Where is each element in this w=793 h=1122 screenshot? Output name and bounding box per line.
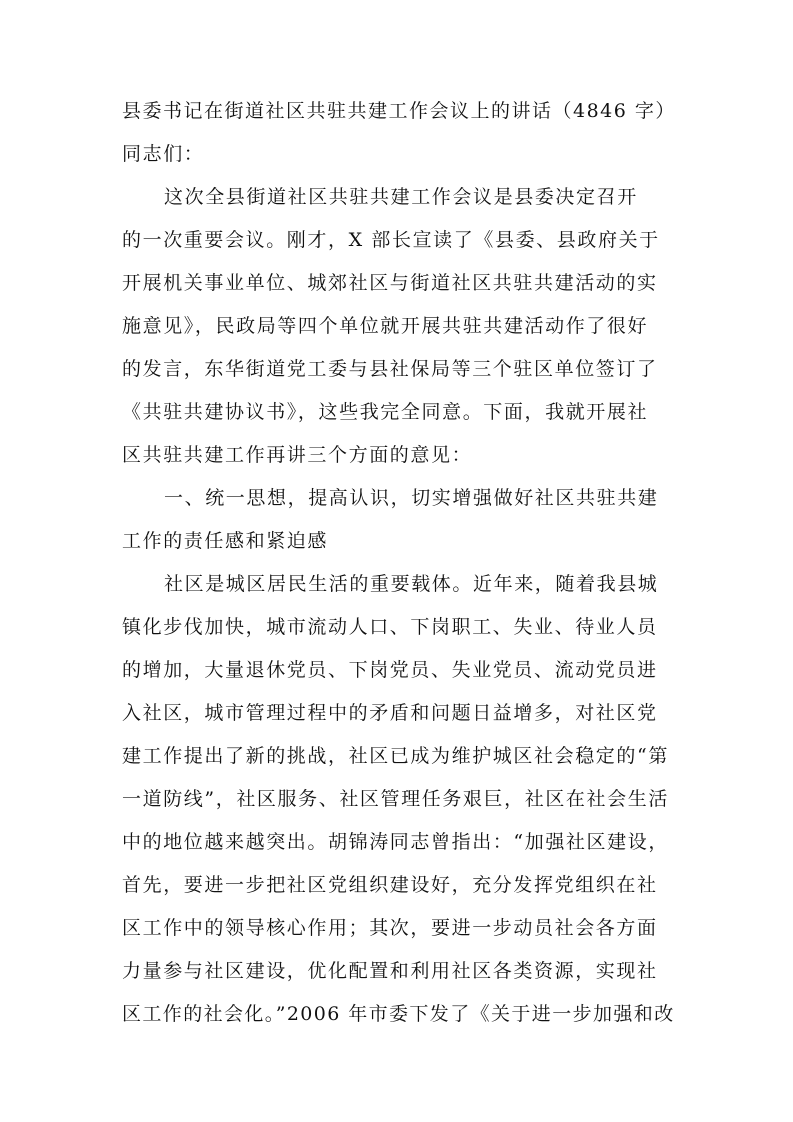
paragraph-line: 社区是城区居民生活的重要载体。近年来，随着我县城 [164, 573, 659, 595]
paragraph-line: 镇化步伐加快，城市流动人口、下岗职工、失业、待业人员 [122, 616, 658, 638]
paragraph-line: 《共驻共建协议书》，这些我完全同意。下面，我就开展社 [122, 401, 649, 423]
paragraph-line: 力量参与社区建设，优化配置和利用社区各类资源，实现社 [122, 960, 658, 982]
paragraph-line: 这次全县街道社区共驻共建工作会议是县委决定召开 [164, 186, 638, 208]
paragraph-line: 首先，要进一步把社区党组织建设好，充分发挥党组织在社 [122, 874, 658, 896]
paragraph-line: 区工作中的领导核心作用；其次，要进一步动员社会各方面 [122, 917, 658, 939]
paragraph-line: 的发言，东华街道党工委与县社保局等三个驻区单位签订了 [122, 358, 658, 380]
paragraph-line: 区工作的社会化。”2006 年市委下发了《关于进一步加强和改 [122, 1003, 675, 1025]
paragraph-line: 施意见》，民政局等四个单位就开展共驻共建活动作了很好 [122, 315, 649, 337]
document-title: 县委书记在街道社区共驻共建工作会议上的讲话（4846 字） [122, 100, 676, 122]
paragraph-line: 建工作提出了新的挑战，社区已成为维护城区社会稳定的“第 [122, 745, 669, 767]
salutation: 同志们： [122, 143, 205, 165]
paragraph-line: 入社区，城市管理过程中的矛盾和问题日益增多，对社区党 [122, 702, 658, 724]
paragraph-line: 开展机关事业单位、城郊社区与街道社区共驻共建活动的实 [122, 272, 658, 294]
section-heading: 一、统一思想，提高认识，切实增强做好社区共驻共建 [164, 487, 659, 509]
section-heading: 工作的责任感和紧迫感 [122, 530, 329, 552]
paragraph-line: 的一次重要会议。刚才，X 部长宣读了《县委、县政府关于 [122, 229, 660, 251]
paragraph-line: 一道防线”，社区服务、社区管理任务艰巨，社区在社会生活 [122, 788, 669, 810]
paragraph-line: 区共驻共建工作再讲三个方面的意见： [122, 444, 473, 466]
paragraph-line: 中的地位越来越突出。胡锦涛同志曾指出：“加强社区建设， [122, 831, 669, 853]
paragraph-line: 的增加，大量退休党员、下岗党员、失业党员、流动党员进 [122, 659, 658, 681]
